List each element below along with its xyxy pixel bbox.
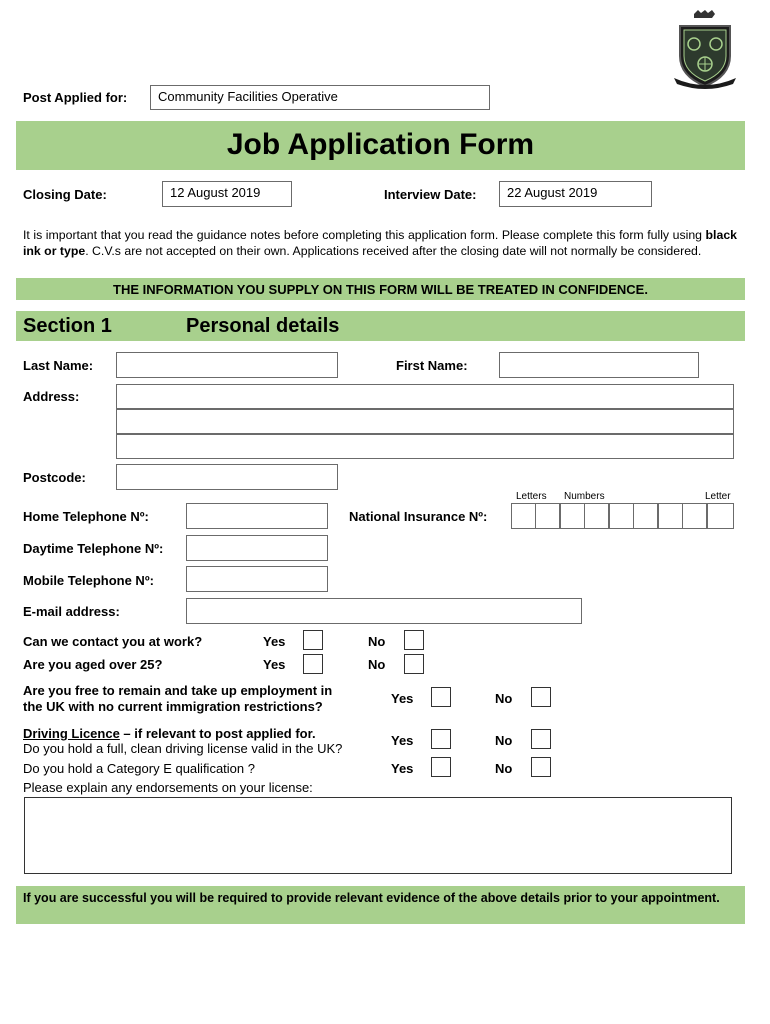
evidence-note-banner [16,886,745,924]
ni-letters-caption: Letters [516,491,547,502]
clean-license-question: Do you hold a full, clean driving license valid in the UK? [23,741,343,756]
contact-work-yes-label: Yes [263,634,286,649]
intro-text-bold: black ink or type [23,228,737,258]
last-name-label: Last Name: [23,358,94,373]
council-crest-icon [672,8,738,90]
closing-date-field[interactable]: 12 August 2019 [162,181,292,207]
form-title: Job Application Form [226,128,535,161]
category-e-no-label: No [495,761,513,776]
postcode-input[interactable] [116,464,338,490]
ni-box-9[interactable] [707,503,734,529]
evidence-note-text: If you are successful you will be required to provide relevant evidence of the above details prior to your appointment. [23,891,720,905]
interview-date-field[interactable]: 22 August 2019 [499,181,652,207]
immigration-no-label: No [495,691,513,706]
mobile-telephone-input[interactable] [186,566,328,592]
mobile-telephone-label: Mobile Telephone Nº: [23,573,154,588]
aged-25-yes-checkbox[interactable] [303,654,323,674]
contact-at-work-question: Can we contact you at work? [23,634,203,649]
intro-text-1: It is important that you read the guidance notes before completing this application form. Please complete this form fully using [23,228,706,242]
daytime-telephone-input[interactable] [186,535,328,561]
category-e-yes-label: Yes [391,761,414,776]
ni-numbers-caption: Numbers [564,491,605,502]
ni-letter-caption: Letter [705,491,731,502]
ni-box-4[interactable] [584,503,609,529]
endorsements-textarea[interactable] [24,797,732,874]
immigration-question-line-1: Are you free to remain and take up employment in [23,683,333,698]
contact-work-no-label: No [368,634,386,649]
clean-license-no-checkbox[interactable] [531,729,551,749]
driving-licence-heading [23,726,316,741]
contact-work-no-checkbox[interactable] [404,630,424,650]
immigration-question-line-2: the UK with no current immigration restrictions? [23,699,323,714]
driving-licence-heading-rest: – if relevant to post applied for. [119,726,316,741]
aged-over-25-question: Are you aged over 25? [23,657,163,672]
intro-paragraph [23,227,737,259]
section-1-banner [16,311,745,341]
ni-box-5[interactable] [609,503,634,529]
address-line-3-input[interactable] [116,434,734,459]
confidence-banner [16,278,745,300]
home-telephone-input[interactable] [186,503,328,529]
ni-box-3[interactable] [560,503,585,529]
first-name-input[interactable] [499,352,699,378]
address-line-2-input[interactable] [116,409,734,434]
section-number: Section 1 [23,315,112,337]
address-label: Address: [23,389,80,404]
title-banner [16,121,745,170]
address-line-1-input[interactable] [116,384,734,409]
post-applied-field[interactable]: Community Facilities Operative [150,85,490,110]
ni-box-1[interactable] [511,503,536,529]
ni-box-2[interactable] [535,503,560,529]
immigration-yes-label: Yes [391,691,414,706]
ni-box-7[interactable] [658,503,683,529]
category-e-question: Do you hold a Category E qualification ? [23,761,255,776]
ni-box-6[interactable] [633,503,658,529]
ni-box-8[interactable] [682,503,707,529]
email-input[interactable] [186,598,582,624]
immigration-yes-checkbox[interactable] [431,687,451,707]
postcode-label: Postcode: [23,470,86,485]
aged-25-yes-label: Yes [263,657,286,672]
first-name-label: First Name: [396,358,468,373]
aged-25-no-label: No [368,657,386,672]
section-title: Personal details [186,315,340,337]
immigration-no-checkbox[interactable] [531,687,551,707]
home-telephone-label: Home Telephone Nº: [23,509,149,524]
last-name-input[interactable] [116,352,338,378]
category-e-no-checkbox[interactable] [531,757,551,777]
daytime-telephone-label: Daytime Telephone Nº: [23,541,164,556]
contact-work-yes-checkbox[interactable] [303,630,323,650]
email-label: E-mail address: [23,604,120,619]
intro-text-2: . C.V.s are not accepted on their own. Applications received after the closing date will not normally be considered. [85,244,702,258]
closing-date-label: Closing Date: [23,187,107,202]
clean-license-no-label: No [495,733,513,748]
aged-25-no-checkbox[interactable] [404,654,424,674]
endorsements-label: Please explain any endorsements on your license: [23,780,313,795]
clean-license-yes-checkbox[interactable] [431,729,451,749]
interview-date-label: Interview Date: [384,187,477,202]
post-applied-label: Post Applied for: [23,90,128,105]
clean-license-yes-label: Yes [391,733,414,748]
driving-licence-heading-underlined: Driving Licence [23,726,120,741]
confidence-text: THE INFORMATION YOU SUPPLY ON THIS FORM WILL BE TREATED IN CONFIDENCE. [113,282,648,297]
national-insurance-label: National Insurance Nº: [349,509,488,524]
category-e-yes-checkbox[interactable] [431,757,451,777]
